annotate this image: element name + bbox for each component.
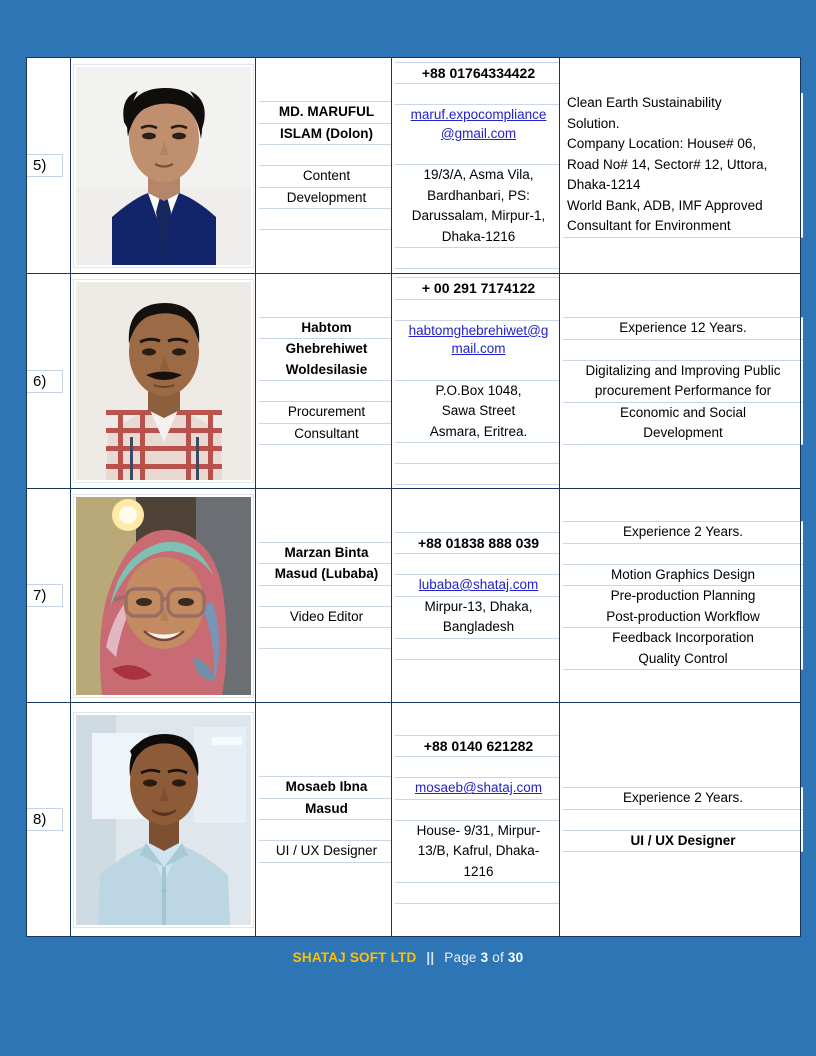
address-line: Asmara, Eritrea. <box>395 422 562 444</box>
company-line: procurement Performance for <box>563 381 803 403</box>
spacer-line <box>395 554 562 575</box>
company-line: Pre-production Planning <box>563 586 803 607</box>
footer-brand: SHATAJ SOFT LTD <box>292 950 417 965</box>
company-line: Post-production Workflow <box>563 607 803 629</box>
contact-block <box>392 529 565 663</box>
contact-cell <box>392 58 560 274</box>
person-role-line: Consultant <box>259 424 394 446</box>
name-role-cell <box>256 274 392 489</box>
spacer-line <box>563 544 803 565</box>
serial-cell <box>27 274 71 489</box>
footer-page-prefix: Page <box>444 950 477 965</box>
table-row <box>27 703 801 937</box>
contact-cell <box>392 274 560 489</box>
spacer-line <box>259 820 394 841</box>
table-row <box>27 274 801 489</box>
company-block <box>560 311 806 451</box>
spacer-line <box>395 639 562 660</box>
serial-cell <box>27 58 71 274</box>
company-line: Economic and Social <box>563 403 803 424</box>
company-line: Solution. <box>563 114 803 135</box>
company-line: Road No# 14, Sector# 12, Uttora, <box>563 155 803 176</box>
person-name-line: Mosaeb Ibna <box>259 776 394 799</box>
company-line: Company Location: House# 06, <box>563 134 803 155</box>
person-role-line: Content <box>259 166 394 188</box>
contact-block <box>392 274 565 488</box>
contact-cell <box>392 489 560 703</box>
phone-number[interactable]: +88 01838 888 039 <box>395 532 562 555</box>
photo-cell <box>71 274 256 489</box>
footer-page-total: 30 <box>507 950 524 965</box>
email-line[interactable]: mail.com <box>451 341 506 356</box>
name-role-block <box>256 536 397 656</box>
spacer-line <box>395 443 562 464</box>
photo-cell <box>71 58 256 274</box>
person-name-line: Woldesilasie <box>259 360 394 382</box>
company-cell <box>560 274 801 489</box>
address-line: Bangladesh <box>395 617 562 639</box>
address-line: Dhaka-1216 <box>395 227 562 249</box>
spacer-line <box>259 209 394 230</box>
address-line: 1216 <box>395 862 562 884</box>
contact-cell <box>392 703 560 937</box>
person-photo-icon <box>76 497 251 695</box>
portrait-photo-maruful-islam <box>74 65 253 267</box>
company-line: Digitalizing and Improving Public <box>563 361 803 382</box>
spacer-line <box>395 800 562 821</box>
spacer-line <box>563 340 803 361</box>
address-line: Mirpur-13, Dhaka, <box>395 597 562 618</box>
contact-block <box>392 732 565 908</box>
address-line: Bardhanbari, PS: <box>395 186 562 207</box>
name-role-block <box>256 311 397 452</box>
footer-separator: || <box>426 950 435 965</box>
spacer-line <box>395 84 562 105</box>
company-line: Experience 12 Years. <box>563 317 803 340</box>
page-footer <box>0 950 816 965</box>
serial-cell <box>27 703 71 937</box>
serial-number: 5) <box>27 154 63 177</box>
email-link[interactable] <box>395 778 562 800</box>
footer-page-middle: of <box>492 950 504 965</box>
address-line: 13/B, Kafrul, Dhaka- <box>395 841 562 862</box>
photo-cell <box>71 489 256 703</box>
spacer-line <box>395 464 562 485</box>
company-block <box>560 515 806 676</box>
name-role-cell <box>256 58 392 274</box>
company-cell <box>560 703 801 937</box>
portrait-photo-marzan-binta-masud <box>74 495 253 697</box>
spacer-line <box>395 757 562 778</box>
company-line: Consultant for Environment <box>563 216 803 238</box>
table-row <box>27 489 801 703</box>
email-line[interactable]: maruf.expocompliance <box>410 107 547 123</box>
company-block <box>560 781 806 858</box>
company-line: Experience 2 Years. <box>563 787 803 810</box>
name-role-cell <box>256 489 392 703</box>
serial-cell <box>27 489 71 703</box>
staff-directory-table <box>26 57 801 937</box>
footer-page-number: 3 <box>480 950 489 965</box>
person-photo-icon <box>76 282 251 480</box>
table-row <box>27 58 801 274</box>
spacer-line <box>395 300 562 321</box>
phone-number[interactable]: +88 01764334422 <box>395 62 562 85</box>
company-line: UI / UX Designer <box>563 831 803 853</box>
portrait-photo-habtom-ghebrehiwet <box>74 280 253 482</box>
spacer-line <box>395 248 562 269</box>
person-name-line: MD. MARUFUL <box>259 101 394 124</box>
spacer-line <box>395 144 562 165</box>
company-line: Experience 2 Years. <box>563 521 803 544</box>
spacer-line <box>259 586 394 607</box>
person-photo-icon <box>76 715 251 925</box>
footer-page-info <box>444 950 523 965</box>
address-line: 19/3/A, Asma Vila, <box>395 165 562 186</box>
person-role-line: Development <box>259 188 394 210</box>
company-line: World Bank, ADB, IMF Approved <box>563 196 803 217</box>
person-photo-icon <box>76 67 251 265</box>
person-role-line: Video Editor <box>259 607 394 629</box>
spacer-line <box>259 628 394 649</box>
phone-number[interactable]: +88 0140 621282 <box>395 735 562 758</box>
company-cell <box>560 489 801 703</box>
name-role-block <box>256 95 397 236</box>
company-block <box>560 87 806 244</box>
person-name-line: Marzan Binta <box>259 542 394 565</box>
email-line[interactable]: lubaba@shataj.com <box>418 577 539 592</box>
photo-cell <box>71 703 256 937</box>
contact-block <box>392 59 565 273</box>
spacer-line <box>259 145 394 166</box>
person-role-line: UI / UX Designer <box>259 841 394 863</box>
company-line: Motion Graphics Design <box>563 565 803 587</box>
address-line: House- 9/31, Mirpur- <box>395 821 562 842</box>
company-line: Clean Earth Sustainability <box>563 93 803 114</box>
company-cell <box>560 58 801 274</box>
serial-number: 8) <box>27 808 63 831</box>
email-line[interactable]: @gmail.com <box>440 125 517 141</box>
email-line[interactable]: habtomghebrehiwet@g <box>408 322 549 338</box>
person-name-line: Habtom <box>259 317 394 340</box>
serial-number: 6) <box>27 370 63 393</box>
spacer-line <box>259 381 394 402</box>
company-line: Quality Control <box>563 649 803 671</box>
serial-number: 7) <box>27 584 63 607</box>
phone-number[interactable]: + 00 291 7174122 <box>395 277 562 300</box>
spacer-line <box>563 810 803 831</box>
company-line: Development <box>563 423 803 445</box>
company-line: Feedback Incorporation <box>563 628 803 649</box>
email-link[interactable] <box>395 321 562 360</box>
spacer-line <box>395 883 562 904</box>
name-role-block <box>256 770 397 869</box>
person-role-line: Procurement <box>259 402 394 424</box>
name-role-cell <box>256 703 392 937</box>
person-name-line: Ghebrehiwet <box>259 339 394 360</box>
email-line[interactable]: mosaeb@shataj.com <box>414 780 542 796</box>
table-body <box>27 58 801 937</box>
address-line: Sawa Street <box>395 401 562 422</box>
spacer-line <box>395 360 562 381</box>
portrait-photo-mosaeb-ibna-masud <box>74 713 253 927</box>
person-name-line: ISLAM (Dolon) <box>259 124 394 146</box>
person-name-line: Masud (Lubaba) <box>259 564 394 586</box>
email-link[interactable] <box>395 575 562 597</box>
email-link[interactable] <box>395 105 562 144</box>
person-name-line: Masud <box>259 799 394 821</box>
address-line: Darussalam, Mirpur-1, <box>395 206 562 227</box>
address-line: P.O.Box 1048, <box>395 381 562 402</box>
company-line: Dhaka-1214 <box>563 175 803 196</box>
